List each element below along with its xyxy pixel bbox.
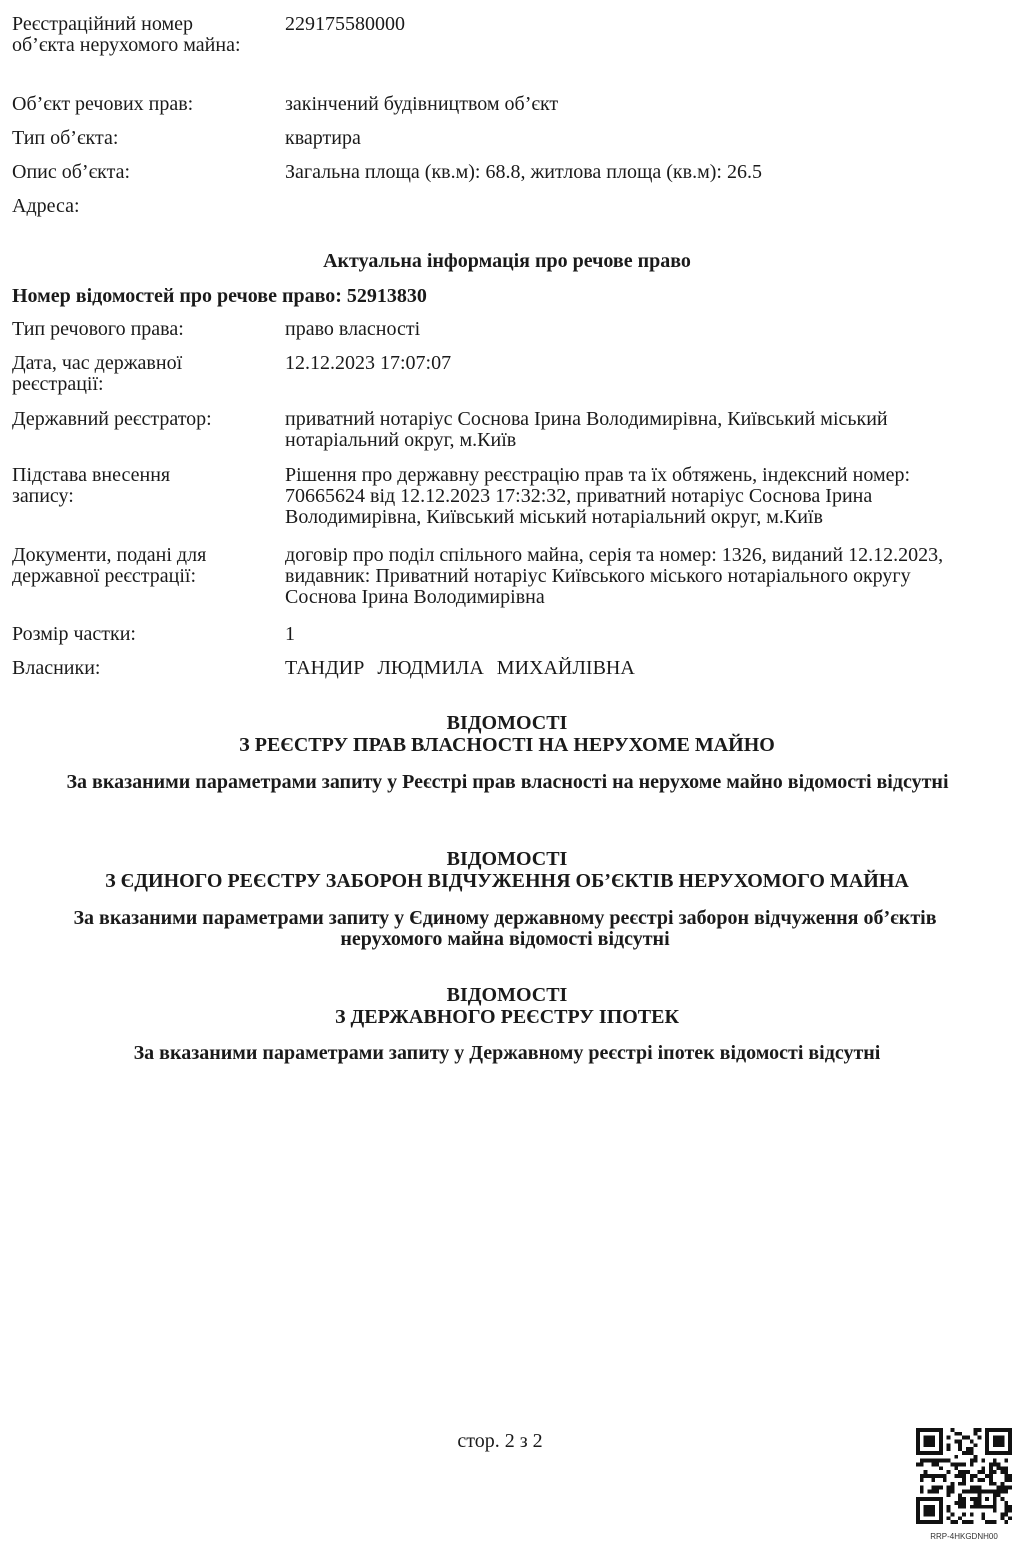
section-2-title-line2: З ЄДИНОГО РЕЄСТРУ ЗАБОРОН ВІДЧУЖЕННЯ ОБ’ЄКТІВ НЕРУХОМОГО МАЙНА <box>105 870 909 892</box>
reg-number-value: 229175580000 <box>285 13 405 35</box>
owners-label: Власники: <box>12 657 101 679</box>
object-type-label: Тип об’єкта: <box>12 127 119 149</box>
right-type-value: право власності <box>285 318 421 340</box>
documents-label: Документи, подані для державної реєстрації: <box>12 544 207 587</box>
share-label: Розмір частки: <box>12 623 136 645</box>
page-number: стор. 2 з 2 <box>457 1430 543 1452</box>
documents-value: договір про поділ спільного майна, серія та номер: 1326, виданий 12.12.2023, видавник: Приватний нотаріус Київського міського нотаріального округу Соснова Ірина Володимирівна <box>285 544 944 608</box>
section-2-title-line1: ВІДОМОСТІ <box>446 848 568 870</box>
section-3-title-line2: З ДЕРЖАВНОГО РЕЄСТРУ ІПОТЕК <box>334 1006 679 1028</box>
basis-value: Рішення про державну реєстрацію прав та їх обтяжень, індексний номер: 70665624 від 12.12.2023 17:32:32, приватний нотаріус Соснова Ірина Володимирівна, Київський міський нотаріальний округ, м.Київ <box>285 464 911 528</box>
object-type-value: квартира <box>285 127 361 149</box>
reg-datetime-label: Дата, час державної реєстрації: <box>12 352 183 395</box>
rights-object-label: Об’єкт речових прав: <box>12 93 194 115</box>
section-3-title-line1: ВІДОМОСТІ <box>446 984 568 1006</box>
reg-datetime-value: 12.12.2023 17:07:07 <box>285 352 452 374</box>
section-3-text: За вказаними параметрами запиту у Державному реєстрі іпотек відомості відсутні <box>133 1042 881 1064</box>
basis-label: Підстава внесення запису: <box>12 464 171 507</box>
section-1-title-line1: ВІДОМОСТІ <box>446 712 568 734</box>
owners-value: ТАНДИР ЛЮДМИЛА МИХАЙЛІВНА <box>285 657 635 679</box>
section-1-text: За вказаними параметрами запиту у Реєстрі прав власності на нерухоме майно відомості відсутні <box>66 771 949 793</box>
object-description-label: Опис об’єкта: <box>12 161 131 183</box>
current-info-heading: Актуальна інформація про речове право <box>323 250 691 272</box>
qr-code-icon <box>916 1428 1012 1524</box>
rights-object-value: закінчений будівництвом об’єкт <box>285 93 559 115</box>
qr-caption: RRP-4HKGDNH00 <box>930 1532 998 1541</box>
reg-number-label: Реєстраційний номер об’єкта нерухомого майна: <box>12 13 241 56</box>
section-2-text: За вказаними параметрами запиту у Єдиному державному реєстрі заборон відчуження об’єктів нерухомого майна відомості відсутні <box>73 907 937 950</box>
share-value: 1 <box>285 623 295 645</box>
registrar-label: Державний реєстратор: <box>12 408 212 430</box>
right-type-label: Тип речового права: <box>12 318 184 340</box>
record-number: Номер відомостей про речове право: 52913830 <box>12 285 427 307</box>
registrar-value: приватний нотаріус Соснова Ірина Володимирівна, Київський міський нотаріальний округ, м.Київ <box>285 408 888 451</box>
section-1-title-line2: З РЕЄСТРУ ПРАВ ВЛАСНОСТІ НА НЕРУХОМЕ МАЙНО <box>239 734 775 756</box>
object-description-value: Загальна площа (кв.м): 68.8, житлова площа (кв.м): 26.5 <box>285 161 762 183</box>
address-label: Адреса: <box>12 195 80 217</box>
